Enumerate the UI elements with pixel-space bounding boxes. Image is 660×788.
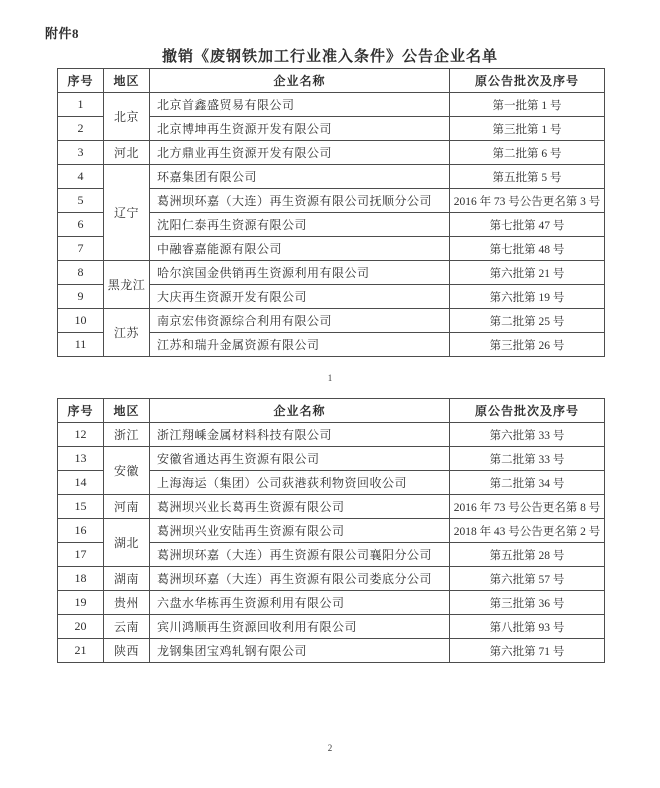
region-cell: 湖北 (104, 519, 150, 567)
company-name-cell: 江苏和瑞升金属资源有限公司 (150, 333, 450, 357)
batch-number-cell: 第五批第 28 号 (450, 543, 605, 567)
table-row (58, 423, 605, 447)
row-number-cell: 14 (58, 471, 104, 495)
row-number-cell: 8 (58, 261, 104, 285)
header-cell: 企业名称 (150, 399, 450, 423)
row-number-cell: 17 (58, 543, 104, 567)
row-number-cell: 6 (58, 213, 104, 237)
row-number-cell: 3 (58, 141, 104, 165)
header-cell: 地区 (104, 399, 150, 423)
table-row (58, 495, 605, 519)
row-number-cell: 5 (58, 189, 104, 213)
header-cell: 企业名称 (150, 69, 450, 93)
header-row (58, 399, 605, 423)
batch-number-cell: 第六批第 19 号 (450, 285, 605, 309)
company-name-cell: 南京宏伟资源综合利用有限公司 (150, 309, 450, 333)
company-name-cell: 大庆再生资源开发有限公司 (150, 285, 450, 309)
batch-number-cell: 第七批第 47 号 (450, 213, 605, 237)
page-number-2: 2 (327, 743, 333, 753)
row-number-cell: 16 (58, 519, 104, 543)
company-name-cell: 葛洲坝环嘉（大连）再生资源有限公司襄阳分公司 (150, 543, 450, 567)
company-name-cell: 中融睿嘉能源有限公司 (150, 237, 450, 261)
batch-number-cell: 第六批第 33 号 (450, 423, 605, 447)
page-title: 撤销《废钢铁加工行业准入条件》公告企业名单 (161, 49, 498, 65)
companies-table-page1 (57, 68, 605, 357)
table-row (58, 615, 605, 639)
region-cell: 黑龙江 (104, 261, 150, 309)
region-cell: 贵州 (104, 591, 150, 615)
batch-number-cell: 第一批第 1 号 (450, 93, 605, 117)
row-number-cell: 21 (58, 639, 104, 663)
page-number-1: 1 (327, 373, 333, 383)
region-cell: 云南 (104, 615, 150, 639)
region-cell: 河北 (104, 141, 150, 165)
company-name-cell: 宾川鸿顺再生资源回收利用有限公司 (150, 615, 450, 639)
header-cell: 地区 (104, 69, 150, 93)
table-row (58, 519, 605, 543)
batch-number-cell: 第七批第 48 号 (450, 237, 605, 261)
region-cell: 江苏 (104, 309, 150, 357)
header-cell: 序号 (58, 69, 104, 93)
company-name-cell: 葛洲坝环嘉（大连）再生资源有限公司抚顺分公司 (150, 189, 450, 213)
batch-number-cell: 第五批第 5 号 (450, 165, 605, 189)
company-name-cell: 北方鼎业再生资源开发有限公司 (150, 141, 450, 165)
batch-number-cell: 第二批第 33 号 (450, 447, 605, 471)
company-name-cell: 安徽省通达再生资源有限公司 (150, 447, 450, 471)
region-cell: 安徽 (104, 447, 150, 495)
row-number-cell: 15 (58, 495, 104, 519)
batch-number-cell: 第二批第 25 号 (450, 309, 605, 333)
company-name-cell: 六盘水华栋再生资源利用有限公司 (150, 591, 450, 615)
batch-number-cell: 2016 年 73 号公告更名第 8 号 (450, 495, 605, 519)
header-cell: 原公告批次及序号 (450, 69, 605, 93)
region-cell: 浙江 (104, 423, 150, 447)
company-name-cell: 上海海运（集团）公司荻港荻利物资回收公司 (150, 471, 450, 495)
header-cell: 序号 (58, 399, 104, 423)
table-row (58, 639, 605, 663)
row-number-cell: 7 (58, 237, 104, 261)
row-number-cell: 10 (58, 309, 104, 333)
batch-number-cell: 第三批第 1 号 (450, 117, 605, 141)
batch-number-cell: 第二批第 34 号 (450, 471, 605, 495)
batch-number-cell: 第六批第 21 号 (450, 261, 605, 285)
table-row (58, 141, 605, 165)
table-row (58, 447, 605, 471)
company-name-cell: 葛洲坝兴业安陆再生资源有限公司 (150, 519, 450, 543)
region-cell: 北京 (104, 93, 150, 141)
attachment-label: 附件8 (45, 26, 80, 41)
batch-number-cell: 第六批第 57 号 (450, 567, 605, 591)
row-number-cell: 19 (58, 591, 104, 615)
table-row (58, 93, 605, 117)
header-cell: 原公告批次及序号 (450, 399, 605, 423)
batch-number-cell: 2018 年 43 号公告更名第 2 号 (450, 519, 605, 543)
batch-number-cell: 第三批第 36 号 (450, 591, 605, 615)
region-cell: 辽宁 (104, 165, 150, 261)
company-name-cell: 葛洲坝环嘉（大连）再生资源有限公司娄底分公司 (150, 567, 450, 591)
table-row (58, 165, 605, 189)
row-number-cell: 2 (58, 117, 104, 141)
companies-table-2 (57, 398, 605, 663)
row-number-cell: 13 (58, 447, 104, 471)
row-number-cell: 11 (58, 333, 104, 357)
batch-number-cell: 第二批第 6 号 (450, 141, 605, 165)
company-name-cell: 沈阳仁泰再生资源有限公司 (150, 213, 450, 237)
batch-number-cell: 第六批第 71 号 (450, 639, 605, 663)
row-number-cell: 9 (58, 285, 104, 309)
row-number-cell: 20 (58, 615, 104, 639)
region-cell: 河南 (104, 495, 150, 519)
row-number-cell: 1 (58, 93, 104, 117)
row-number-cell: 4 (58, 165, 104, 189)
companies-table-page2 (57, 398, 605, 663)
table-row (58, 261, 605, 285)
company-name-cell: 葛洲坝兴业长葛再生资源有限公司 (150, 495, 450, 519)
row-number-cell: 18 (58, 567, 104, 591)
company-name-cell: 北京首鑫盛贸易有限公司 (150, 93, 450, 117)
company-name-cell: 北京博坤再生资源开发有限公司 (150, 117, 450, 141)
batch-number-cell: 第三批第 26 号 (450, 333, 605, 357)
batch-number-cell: 第八批第 93 号 (450, 615, 605, 639)
batch-number-cell: 2016 年 73 号公告更名第 3 号 (450, 189, 605, 213)
company-name-cell: 浙江翔嵊金属材料科技有限公司 (150, 423, 450, 447)
table-row (58, 567, 605, 591)
company-name-cell: 环嘉集团有限公司 (150, 165, 450, 189)
company-name-cell: 龙钢集团宝鸡轧钢有限公司 (150, 639, 450, 663)
region-cell: 陕西 (104, 639, 150, 663)
table-row (58, 591, 605, 615)
row-number-cell: 12 (58, 423, 104, 447)
company-name-cell: 哈尔滨国金供销再生资源利用有限公司 (150, 261, 450, 285)
companies-table-1 (57, 68, 605, 357)
region-cell: 湖南 (104, 567, 150, 591)
table-row (58, 309, 605, 333)
header-row (58, 69, 605, 93)
